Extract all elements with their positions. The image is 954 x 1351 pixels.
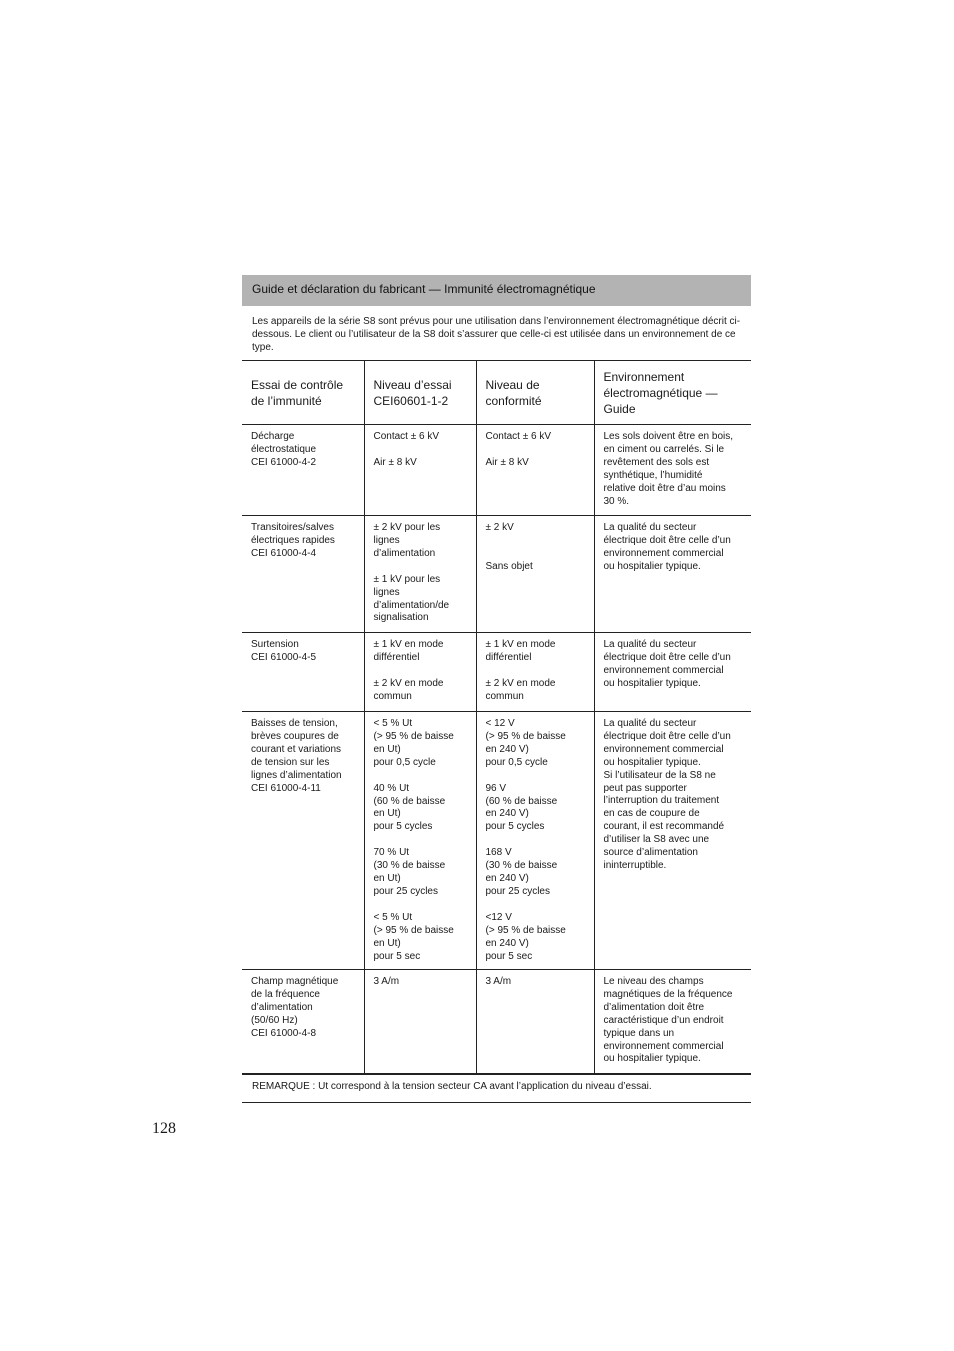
row-level: < 5 % Ut (> 95 % de baisse en Ut) pour 0,5 cycle: [373, 718, 454, 768]
row-conformity: Sans objet: [485, 560, 533, 572]
section-banner: Guide et déclaration du fabricant — Immunité électromagnétique: [242, 275, 751, 306]
row-level: 3 A/m: [373, 976, 400, 987]
immunity-declaration: [242, 275, 751, 1103]
row-test: Décharge électrostatique CEI 61000-4-2: [251, 431, 317, 468]
row-guide: La qualité du secteur électrique doit être celle d’un environnement commercial ou hospitalier typique.: [603, 522, 731, 572]
row-test: Baisses de tension, brèves coupures de courant et variations de tension sur les lignes d’alimentation CEI 61000-4-11: [251, 718, 342, 794]
table-row: [242, 970, 751, 1074]
table-header-row: [242, 361, 751, 425]
row-level: 40 % Ut (60 % de baisse en Ut) pour 5 cycles: [373, 782, 446, 833]
row-conformity: < 12 V (> 95 % de baisse en 240 V) pour 0,5 cycle: [485, 718, 566, 768]
row-guide: La qualité du secteur électrique doit être celle d’un environnement commercial ou hospitalier typique. Si l’utilisateur de la S8 ne peut pas supporter l’interruption du traitement en cas de coupure de courant, il est recommandé d’utiliser la S8 avec une source d’alimentation ininterruptible.: [603, 718, 731, 871]
row-level: ± 2 kV en mode commun: [373, 677, 444, 702]
header-guide: Environnement électromagnétique — Guide: [594, 361, 751, 425]
row-level: ± 1 kV pour les lignes d’alimentation/de signalisation: [373, 573, 450, 624]
row-test: Champ magnétique de la fréquence d’alimentation (50/60 Hz) CEI 61000-4-8: [251, 976, 339, 1039]
intro-paragraph: Les appareils de la série S8 sont prévus pour une utilisation dans l’environnement électromagnétique décrit ci-dessous. Le client ou l’utilisateur de la S8 doit s’assurer que celle-ci est utilisée dans un environnement de ce type.: [252, 316, 741, 353]
row-conformity: <12 V (> 95 % de baisse en 240 V) pour 5 sec: [485, 911, 566, 962]
row-level: 70 % Ut (30 % de baisse en Ut) pour 25 cycles: [373, 847, 446, 897]
table-row: [242, 516, 751, 633]
row-guide: Le niveau des champs magnétiques de la fréquence d’alimentation doit être caractéristique d’un endroit typique dans un environnement commercial ou hospitalier typique.: [603, 976, 733, 1065]
row-conformity: 3 A/m: [485, 976, 512, 987]
row-level: Air ± 8 kV: [373, 456, 417, 468]
row-guide: La qualité du secteur électrique doit être celle d’un environnement commercial ou hospitalier typique.: [603, 639, 731, 689]
row-conformity: Contact ± 6 kV: [485, 431, 552, 442]
table-row: [242, 425, 751, 516]
row-level: Contact ± 6 kV: [373, 431, 440, 442]
row-level: < 5 % Ut (> 95 % de baisse en Ut) pour 5 sec: [373, 911, 454, 962]
row-level: ± 2 kV pour les lignes d’alimentation: [373, 522, 441, 559]
table-row: [242, 633, 751, 712]
header-conformity: Niveau de conformité: [476, 361, 594, 425]
immunity-table: [242, 360, 751, 1074]
row-conformity: ± 1 kV en mode différentiel: [485, 639, 556, 663]
row-guide: Les sols doivent être en bois, en ciment ou carrelés. Si le revêtement des sols est synthétique, l’humidité relative doit être d’au moins 30 %.: [603, 431, 734, 507]
row-test: Surtension CEI 61000-4-5: [251, 639, 317, 663]
row-conformity: Air ± 8 kV: [485, 456, 529, 468]
row-conformity: ± 2 kV: [485, 522, 514, 533]
table-note: REMARQUE : Ut correspond à la tension secteur CA avant l’application du niveau d’essai.: [242, 1074, 751, 1103]
header-test-level: Niveau d’essai CEI60601-1-2: [364, 361, 476, 425]
row-conformity: 168 V (30 % de baisse en 240 V) pour 25 cycles: [485, 847, 558, 897]
row-conformity: 96 V (60 % de baisse en 240 V) pour 5 cycles: [485, 782, 558, 833]
row-conformity: ± 2 kV en mode commun: [485, 677, 556, 702]
row-level: ± 1 kV en mode différentiel: [373, 639, 444, 663]
header-test: Essai de contrôle de l’immunité: [242, 361, 364, 425]
page-number: 128: [152, 1120, 176, 1137]
table-row: [242, 712, 751, 970]
row-test: Transitoires/salves électriques rapides CEI 61000-4-4: [251, 522, 335, 559]
